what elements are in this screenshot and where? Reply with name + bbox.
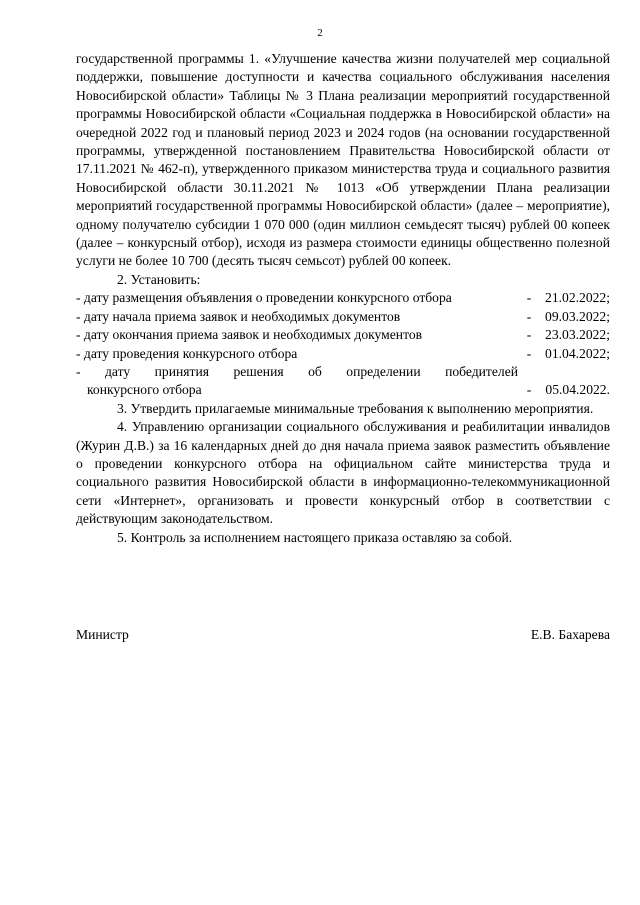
date-value: 23.03.2022; [545, 327, 610, 343]
date-label-line-1: - дату принятия решения об определении победителей [76, 363, 518, 379]
signatory-name: Е.В. Бахарева [530, 627, 610, 642]
date-row [76, 345, 610, 363]
date-dash: - [526, 382, 532, 398]
date-row [76, 326, 610, 344]
date-label [76, 363, 518, 400]
dates-list [76, 289, 610, 399]
item-2-heading: 2. Установить: [117, 271, 201, 287]
date-row [76, 289, 610, 307]
date-label: - дату начала приема заявок и необходимых документов [76, 308, 401, 324]
item-4-paragraph: 4. Управлению организации социального обслуживания и реабилитации инвалидов (Журин Д.В.) за 16 календарных дней до дня начала приема заявок разместить объявление о проведении конкурсного отбора на официальном сайте министерства труда и социального развития Новосибирской области в информационно-телекоммуникационной сети «Интернет», организовать и провести конкурсный отбор в соответствии с действующим законодательством. [76, 419, 610, 527]
signature-block [76, 626, 610, 644]
date-label: - дату размещения объявления о проведении конкурсного отбора [76, 290, 452, 306]
date-dash: - [526, 308, 532, 324]
date-row [76, 308, 610, 326]
item-5-paragraph: 5. Контроль за исполнением настоящего приказа оставляю за собой. [117, 529, 513, 545]
date-label: - дату окончания приема заявок и необходимых документов [76, 327, 423, 343]
date-dash: - [526, 345, 532, 361]
date-label: - дату проведения конкурсного отбора [76, 345, 298, 361]
item-3-paragraph: 3. Утвердить прилагаемые минимальные требования к выполнению мероприятия. [117, 400, 594, 416]
date-value: 01.04.2022; [545, 345, 610, 361]
page-number: 2 [317, 27, 323, 39]
date-dash: - [526, 290, 532, 306]
date-value: 21.02.2022; [545, 290, 610, 306]
date-label-line-2: конкурсного отбора [87, 382, 202, 398]
signatory-title: Министр [76, 627, 129, 642]
date-value: 05.04.2022. [545, 382, 610, 398]
document-body [76, 50, 610, 547]
date-dash: - [526, 327, 532, 343]
date-value: 09.03.2022; [545, 308, 610, 324]
intro-paragraph: государственной программы 1. «Улучшение качества жизни получателей мер социальной поддержки, повышение доступности и качества социального обслуживания населения Новосибирской области» Таблицы № 3 Плана реализации мероприятий государственной программы Новосибирской области «Социальная поддержка в Новосибирской области» на очередной 2022 год и плановый период 2023 и 2024 годов (на основании государственной программы, утвержденной постановлением Правительства Новосибирской области от 17.11.2021 № 462-п), утвержденного приказом министерства труда и социального развития Новосибирской области 30.11.2021 № 1013 «Об утверждении Плана реализации мероприятий государственной программы Новосибирской области» (далее – мероприятие), одному получателю субсидии 1 070 000 (один миллион семьдесят тысяч) рублей 00 копеек (далее – конкурсный отбор), исходя из размера стоимости единицы общественно полезной услуги не более 10 700 (десять тысяч семьсот) рублей 00 копеек. [76, 51, 610, 269]
date-row-last [76, 363, 610, 400]
